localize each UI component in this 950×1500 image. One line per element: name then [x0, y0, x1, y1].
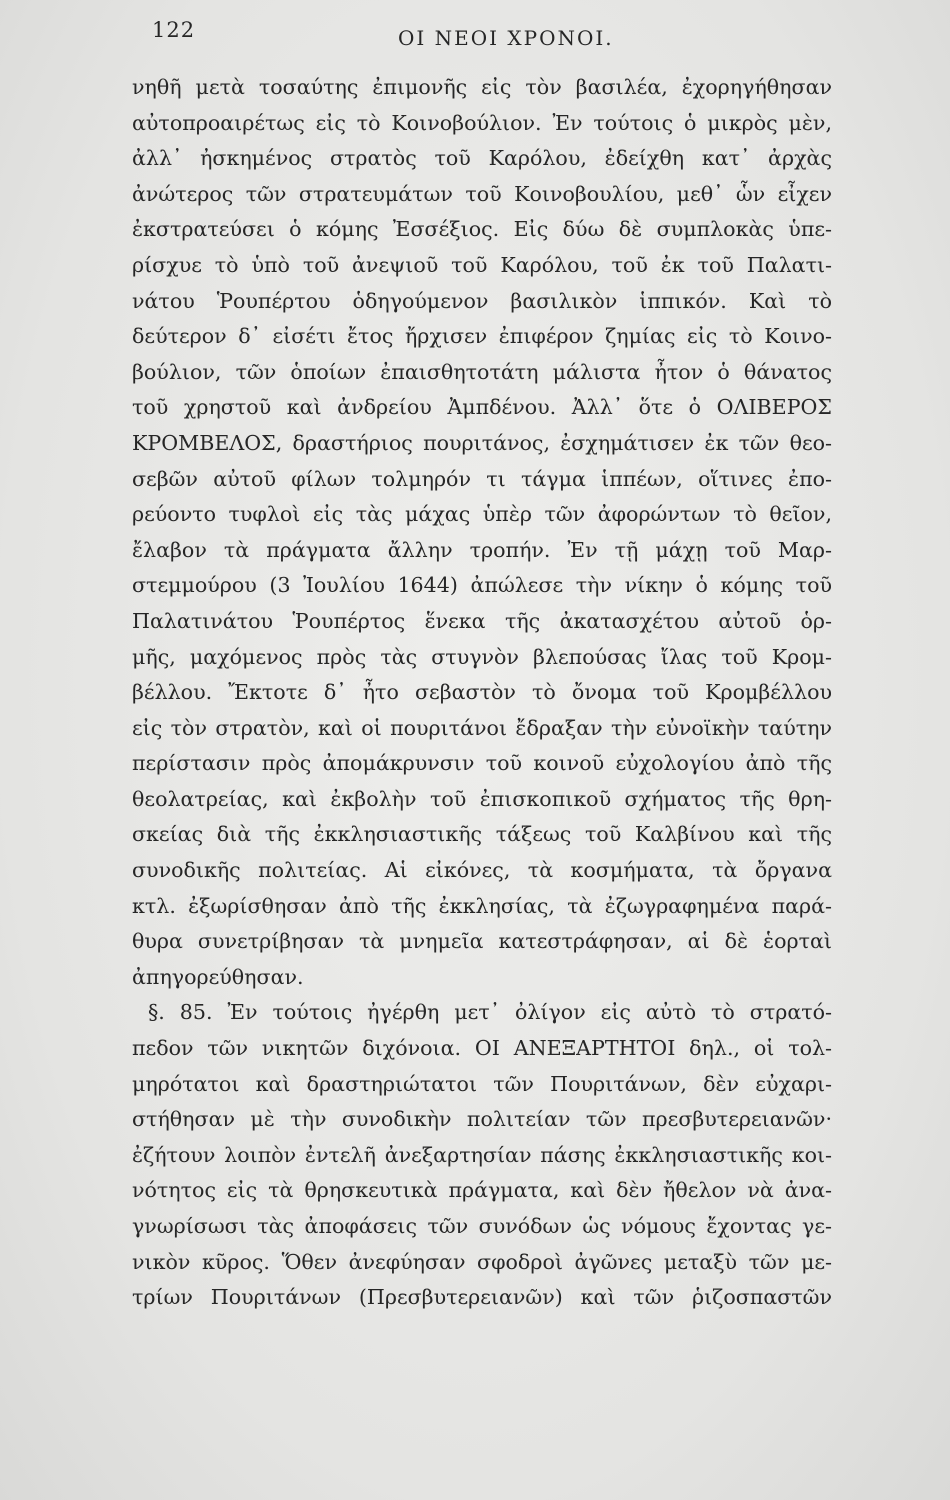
text-line: γνωρίσωσι τὰς ἀποφάσεις τῶν συνόδων ὡς νόμους ἔχοντας γε-: [132, 1214, 832, 1238]
text-line: ἔλαβον τὰ πράγματα ἄλλην τροπήν. Ἐν τῇ μάχῃ τοῦ Μαρ-: [132, 537, 832, 562]
text-line: θεολατρείας, καὶ ἐκβολὴν τοῦ ἐπισκοπικοῦ σχήματος τῆς θρη-: [132, 786, 832, 811]
text-line: εἰς τὸν στρατὸν, καὶ οἱ πουριτάνοι ἔδραξαν τὴν εὐνοϊκὴν ταύτην: [132, 715, 832, 740]
body-text: [132, 70, 832, 1316]
text-line: Παλατινάτου Ῥουπέρτος ἕνεκα τῆς ἀκατασχέτου αὐτοῦ ὁρ-: [132, 608, 832, 633]
text-line: ἀλλ᾽ ἠσκημένος στρατὸς τοῦ Καρόλου, ἐδείχθη κατ᾽ ἀρχὰς: [132, 146, 832, 171]
section-85-start: §. 85. Ἐν τούτοις ἠγέρθη μετ᾽ ὀλίγον εἰς αὐτὸ τὸ στρατό-: [148, 1000, 832, 1025]
text-line: αὐτοπροαιρέτως εἰς τὸ Κοινοβούλιον. Ἐν τούτοις ὁ μικρὸς μὲν,: [132, 110, 832, 135]
text-line: πεδον τῶν νικητῶν διχόνοια. ΟΙ ΑΝΕΞΑΡΤΗΤΟΙ δηλ., οἱ τολ-: [132, 1036, 832, 1061]
text-line: βούλιον, τῶν ὁποίων ἐπαισθητοτάτη μάλιστα ἦτον ὁ θάνατος: [132, 359, 832, 384]
text-line: νικὸν κῦρος. Ὅθεν ἀνεφύησαν σφοδροὶ ἀγῶνες μεταξὺ τῶν με-: [132, 1249, 832, 1274]
text-line: νάτου Ῥουπέρτου ὁδηγούμενον βασιλικὸν ἱππικόν. Καὶ τὸ: [132, 288, 832, 313]
text-line: ρίσχυε τὸ ὑπὸ τοῦ ἀνεψιοῦ τοῦ Καρόλου, τοῦ ἐκ τοῦ Παλατι-: [132, 252, 832, 277]
text-line: σκείας διὰ τῆς ἐκκλησιαστικῆς τάξεως τοῦ Καλβίνου καὶ τῆς: [132, 822, 832, 847]
text-line: κτλ. ἐξωρίσθησαν ἀπὸ τῆς ἐκκλησίας, τὰ ἐζωγραφημένα παρά-: [132, 893, 832, 918]
text-line: μηρότατοι καὶ δραστηριώτατοι τῶν Πουριτάνων, δὲν εὐχαρι-: [132, 1071, 832, 1096]
page-header: [152, 12, 832, 52]
text-line: βέλλου. Ἔκτοτε δ᾽ ἦτο σεβαστὸν τὸ ὄνομα τοῦ Κρομβέλλου: [132, 680, 832, 705]
text-line: περίστασιν πρὸς ἀπομάκρυνσιν τοῦ κοινοῦ εὐχολογίου ἀπὸ τῆς: [132, 751, 832, 776]
text-line: μῆς, μαχόμενος πρὸς τὰς στυγνὸν βλεπούσας ἴλας τοῦ Κρομ-: [132, 644, 832, 669]
text-line: ΚΡΟΜΒΕΛΟΣ, δραστήριος πουριτάνος, ἐσχημάτισεν ἐκ τῶν θεο-: [132, 430, 832, 455]
text-line: νότητος εἰς τὰ θρησκευτικὰ πράγματα, καὶ δὲν ἤθελον νὰ ἀνα-: [132, 1178, 832, 1203]
text-line: συνοδικῆς πολιτείας. Αἱ εἰκόνες, τὰ κοσμήματα, τὰ ὄργανα: [132, 858, 832, 883]
page-number: 122: [152, 18, 196, 42]
text-line: νηθῆ μετὰ τοσαύτης ἐπιμονῆς εἰς τὸν βασιλέα, ἐχορηγήθησαν: [132, 75, 832, 99]
text-line: ἀνώτερος τῶν στρατευμάτων τοῦ Κοινοβουλίου, μεθ᾽ ὧν εἶχεν: [132, 181, 832, 206]
text-line: θυρα συνετρίβησαν τὰ μνημεῖα κατεστράφησαν, αἱ δὲ ἑορταὶ: [132, 929, 832, 954]
text-line: σεβῶν αὐτοῦ φίλων τολμηρόν τι τάγμα ἱππέων, οἵτινες ἐπο-: [132, 466, 832, 491]
text-line: δεύτερον δ᾽ εἰσέτι ἔτος ἤρχισεν ἐπιφέρον ζημίας εἰς τὸ Κοινο-: [132, 324, 832, 349]
text-line: τοῦ χρηστοῦ καὶ ἀνδρείου Ἀμπδένου. Ἀλλ᾽ ὅτε ὁ ΟΛΙΒΕΡΟΣ: [132, 395, 832, 420]
text-line: ἐκστρατεύσει ὁ κόμης Ἐσσέξιος. Εἰς δύω δὲ συμπλοκὰς ὑπε-: [132, 217, 832, 242]
text-line: ἀπηγορεύθησαν.: [132, 964, 304, 989]
text-line: στήθησαν μὲ τὴν συνοδικὴν πολιτείαν τῶν πρεσβυτερειανῶν·: [132, 1107, 832, 1132]
text-line: ἐζήτουν λοιπὸν ἐντελῆ ἀνεξαρτησίαν πάσης ἐκκλησιαστικῆς κοι-: [132, 1142, 832, 1167]
text-line: ρεύοντο τυφλοὶ εἰς τὰς μάχας ὑπὲρ τῶν ἀφορώντων τὸ θεῖον,: [132, 502, 832, 527]
text-line: στεμμούρου (3 Ἰουλίου 1644) ἀπώλεσε τὴν νίκην ὁ κόμης τοῦ: [132, 573, 832, 598]
text-line: τρίων Πουριτάνων (Πρεσβυτερειανῶν) καὶ τῶν ῥιζοσπαστῶν: [132, 1285, 832, 1310]
running-title: ΟΙ ΝΕΟΙ ΧΡΟΝΟΙ.: [398, 26, 614, 50]
